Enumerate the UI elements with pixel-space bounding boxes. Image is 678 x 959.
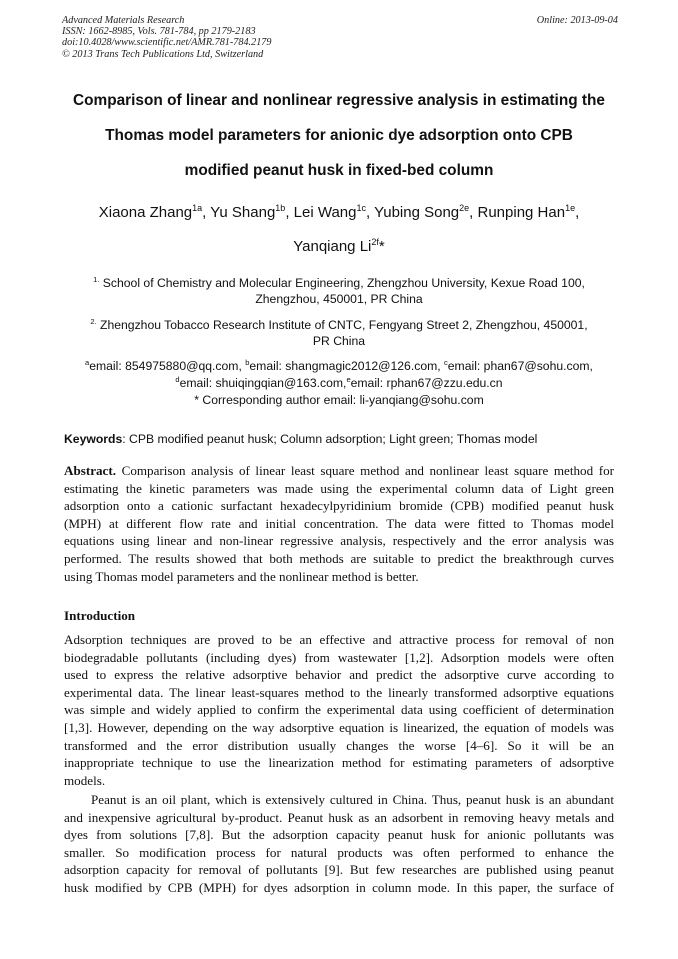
email-sup: e: [346, 375, 351, 384]
author-separator: *: [378, 238, 385, 255]
body-line: smaller. So modification process for natural products was often performed to enhance the: [64, 844, 614, 860]
email-text: email: phan67@sohu.com,: [447, 359, 593, 373]
author-name: Lei Wang: [293, 204, 357, 221]
affiliation-1-line-2: Zhengzhou, 450001, PR China: [255, 292, 423, 306]
body-line: and inexpensive agricultural by-product. Peanut husk as an adsorbent in removing heavy metals and: [64, 809, 614, 825]
copyright-line: © 2013 Trans Tech Publications Ltd, Switzerland: [62, 48, 264, 60]
issn-line: ISSN: 1662-8985, Vols. 781-784, pp 2179-2183: [62, 26, 256, 38]
author-separator: ,: [575, 204, 580, 221]
keywords: [64, 432, 624, 447]
body-line: experimental data. The linear least-squares method to the linearly transformed adsorptive equations: [64, 684, 614, 700]
author-affil-sup: 1a: [192, 203, 203, 213]
abstract-line: (MPH) at different flow rate and initial concentration. The data were fitted to Thomas model: [64, 515, 614, 531]
body-line: models.: [64, 772, 106, 788]
author-name: Yanqiang Li: [293, 238, 372, 255]
body-line: [1,3]. However, depending on the way adsorptive equation is linearized, the equation of models was: [64, 719, 614, 735]
author-separator: ,: [469, 204, 478, 221]
body-line: dyes from solutions [7,8]. But the adsorption capacity peanut husk for anionic pollutants was: [64, 827, 614, 843]
author-affil-sup: 1b: [275, 203, 286, 213]
email-text: email: rphan67@zzu.edu.cn: [350, 376, 503, 390]
affiliation-2-line-1: [40, 318, 638, 333]
author-name: Yu Shang: [210, 204, 276, 221]
author-affil-sup: 2f: [371, 237, 379, 247]
affiliation-1-line-1: [40, 276, 638, 291]
email-text: email: 854975880@qq.com,: [89, 359, 246, 373]
paper-title-line-2: Thomas model parameters for anionic dye adsorption onto CPB: [105, 127, 573, 144]
doi-line: doi:10.4028/www.scientific.net/AMR.781-784.2179: [62, 37, 272, 49]
abstract-text: Comparison analysis of linear least square method and nonlinear least square method for: [116, 463, 614, 478]
section-heading-introduction: Introduction: [64, 608, 136, 623]
author-list-line-1: [40, 204, 638, 222]
introduction-paragraph-1: [64, 631, 614, 789]
abstract-line: estimating the kinetic parameters was made using the experimental column data of Light green: [64, 480, 614, 496]
keywords-text: : CPB modified peanut husk; Column adsorption; Light green; Thomas model: [122, 432, 538, 446]
introduction-paragraph-2: [64, 791, 614, 897]
author-affil-sup: 1e: [565, 203, 576, 213]
paper-title-line-3: modified peanut husk in fixed-bed column: [184, 162, 494, 179]
body-line: inappropriate technique to use the linearization method for estimating parameters of adsorptive: [64, 755, 614, 771]
abstract-line: performed. The results showed that both methods are suitable to predict the breakthrough curves: [64, 550, 614, 566]
body-line: biodegradable pollutants (including dyes) from wastewater [1,2]. Adsorption models were often: [64, 649, 614, 665]
email-sup: a: [85, 358, 90, 367]
journal-header: [62, 15, 618, 60]
author-separator: ,: [202, 204, 211, 221]
journal-name: Advanced Materials Research: [62, 15, 185, 26]
body-line: Adsorption techniques are proved to be an effective and attractive process for removal of non: [64, 632, 614, 647]
affiliation-number: 2.: [90, 317, 97, 326]
email-line-2: [40, 376, 638, 391]
affiliation-number: 1.: [93, 275, 100, 284]
corresponding-author: * Corresponding author email: li-yanqiang@sohu.com: [194, 393, 484, 407]
email-line-1: [40, 359, 638, 374]
author-name: Xiaona Zhang: [98, 204, 193, 221]
author-name: Runping Han: [477, 204, 566, 221]
abstract-line: using Thomas model parameters and the nonlinear method is better.: [64, 568, 419, 584]
author-separator: ,: [285, 204, 294, 221]
keywords-label: Keywords: [64, 432, 123, 446]
abstract-label: Abstract.: [64, 463, 116, 478]
affiliation-2-line-2: PR China: [312, 334, 366, 348]
body-line: was simple and widely applied to confirm the experimental data using coefficient of determination: [64, 702, 614, 718]
affiliation-text: Zhengzhou Tobacco Research Institute of CNTC, Fengyang Street 2, Zhengzhou, 450001,: [100, 318, 588, 332]
email-text: email: shangmagic2012@126.com,: [249, 359, 445, 373]
author-separator: ,: [365, 204, 375, 221]
body-line: used to express the relative adsorptive behavior and predict the adsorptive curve according to: [64, 667, 614, 683]
online-date: Online: 2013-09-04: [536, 15, 618, 26]
abstract-line: adsorption onto a cationic surfactant hexadecylpyridinium bromide (CPB) modified peanut husk: [64, 498, 614, 514]
author-list-line-2: [40, 238, 638, 256]
author-affil-sup: 2e: [459, 203, 470, 213]
author-affil-sup: 1c: [356, 203, 366, 213]
author-name: Yubing Song: [374, 204, 460, 221]
abstract-line: [64, 462, 614, 480]
body-line: adsorption capacity for removal of pollutants [9]. But few researches are published using peanut: [64, 862, 614, 878]
email-text: email: shuiqingqian@163.com,: [179, 376, 347, 390]
body-line: transformed and the error distribution usually changes the worse [4–6]. So it will be an: [64, 737, 614, 753]
email-sup: d: [175, 375, 180, 384]
body-line: husk modified by CPB (MPH) for dyes adsorption in column mode. In this paper, the surface of: [64, 879, 614, 895]
email-sup: b: [245, 358, 250, 367]
abstract-line: equations using linear and non-linear regressive analysis, respectively and the error analysis was: [64, 533, 614, 549]
body-line: Peanut is an oil plant, which is extensively cultured in China. Thus, peanut husk is an abundant: [91, 792, 614, 807]
abstract: [64, 462, 614, 585]
email-sup: c: [444, 358, 448, 367]
paper-title-line-1: Comparison of linear and nonlinear regressive analysis in estimating the: [73, 92, 605, 109]
affiliation-text: School of Chemistry and Molecular Engineering, Zhengzhou University, Kexue Road 100,: [102, 276, 585, 290]
